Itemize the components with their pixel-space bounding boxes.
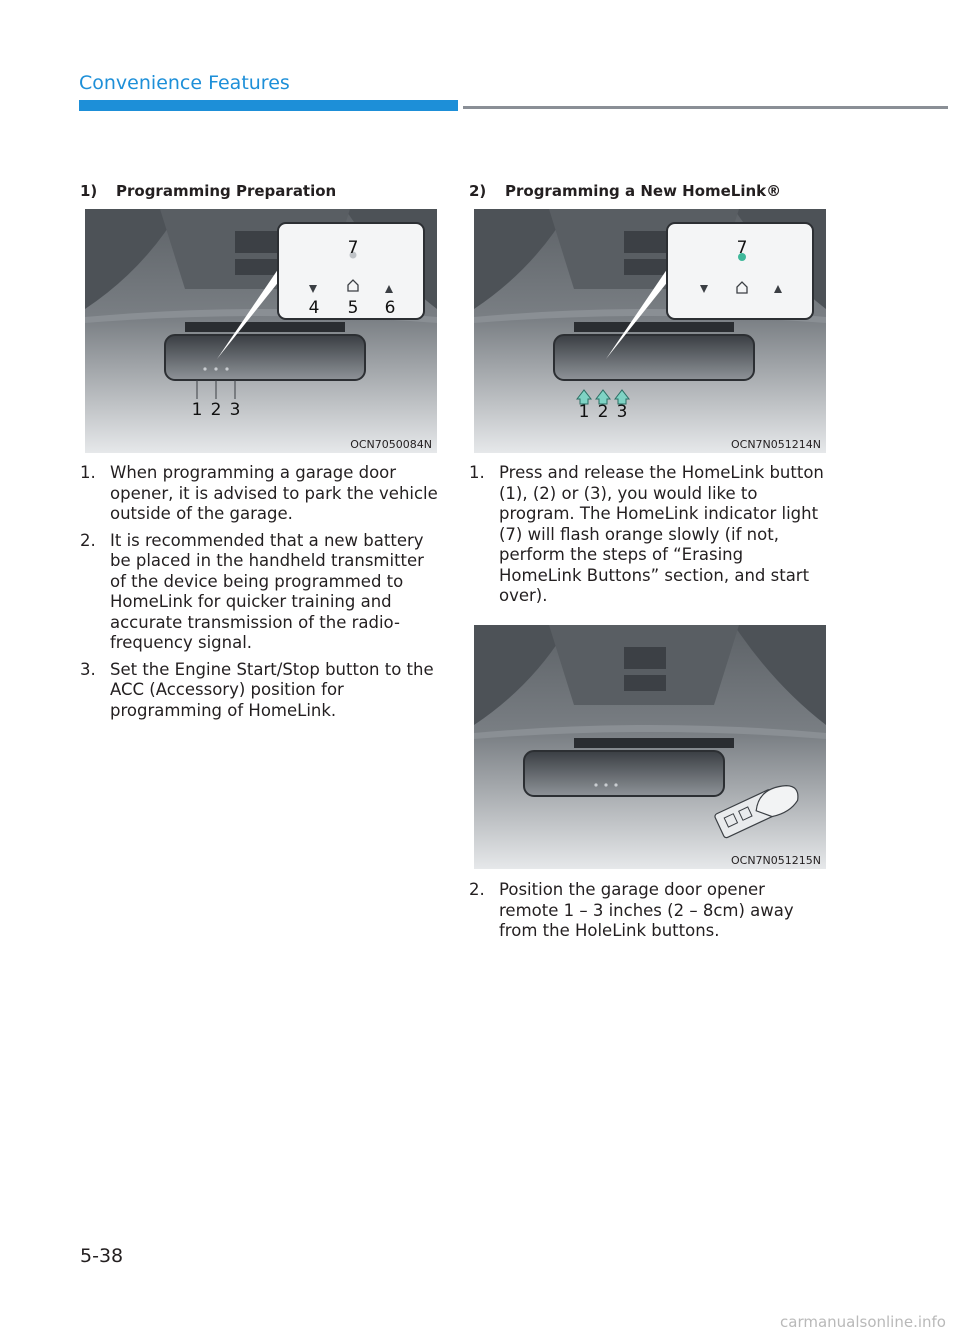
figure-press-homelink-button: [474, 209, 826, 453]
callout-3: 3: [229, 400, 241, 420]
overhead-console-remote-illustration: [474, 625, 826, 869]
callout-4: 4: [308, 298, 320, 318]
callout-1: 1: [191, 400, 203, 420]
list-item: [80, 660, 440, 722]
callout-7: 7: [347, 238, 359, 258]
homelink-steps-list-1: [469, 463, 829, 613]
list-item: [80, 463, 440, 525]
callout-2: 2: [210, 400, 222, 420]
callout-7: 7: [736, 238, 748, 258]
callout-2: 2: [597, 402, 609, 422]
section-heading-programming-preparation: [80, 182, 336, 200]
list-item: [80, 531, 440, 654]
figure-code: OCN7N051215N: [730, 854, 821, 867]
figure-code: OCN7050084N: [350, 438, 432, 451]
header-title: Convenience Features: [79, 72, 290, 94]
step-number: 1.: [80, 463, 96, 482]
header-accent-bar: [79, 100, 458, 111]
overhead-console-illustration: [474, 209, 826, 453]
figure-position-remote: [474, 625, 826, 869]
step-number: 2.: [80, 530, 96, 550]
list-item: [469, 463, 829, 607]
step-text: When programming a garage door opener, it is advised to park the vehicle outside of the garage.: [110, 463, 438, 523]
step-number: 3.: [80, 659, 96, 679]
figure-programming-preparation: [85, 209, 437, 453]
preparation-steps-list: [80, 463, 440, 727]
header-divider: [463, 106, 948, 109]
step-text: Set the Engine Start/Stop button to the ACC (Accessory) position for programming of HomeLink.: [110, 659, 434, 720]
step-text: Position the garage door opener remote 1 – 3 inches (2 – 8cm) away from the HoleLink buttons.: [499, 880, 794, 940]
callout-1: 1: [578, 402, 590, 422]
list-item: [469, 880, 829, 942]
step-text: Press and release the HomeLink button (1), (2) or (3), you would like to program. The HomeLink indicator light (7) will flash orange slowly (if not, perform the steps of “Erasing HomeLink Buttons” section, and start over).: [499, 463, 824, 605]
overhead-console-illustration: [85, 209, 437, 453]
section-number: 1): [80, 182, 98, 200]
step-text: It is recommended that a new battery be placed in the handheld transmitter of the device being programmed to HomeLink for quicker training and accurate transmission of the radio-frequency signal.: [110, 530, 424, 652]
watermark: carmanualsonline.info: [780, 1313, 946, 1331]
figure-code: OCN7N051214N: [730, 438, 821, 451]
step-number: 1.: [469, 463, 485, 482]
section-title: Programming Preparation: [116, 182, 337, 200]
callout-3: 3: [616, 402, 628, 422]
page-number: 5-38: [80, 1245, 124, 1267]
step-number: 2.: [469, 880, 485, 899]
callout-6: 6: [384, 298, 396, 318]
section-heading-programming-new-homelink: [469, 182, 781, 200]
section-number: 2): [469, 182, 487, 200]
callout-5: 5: [347, 298, 359, 318]
section-title: Programming a New HomeLink®: [505, 182, 782, 200]
homelink-steps-list-2: [469, 880, 829, 948]
